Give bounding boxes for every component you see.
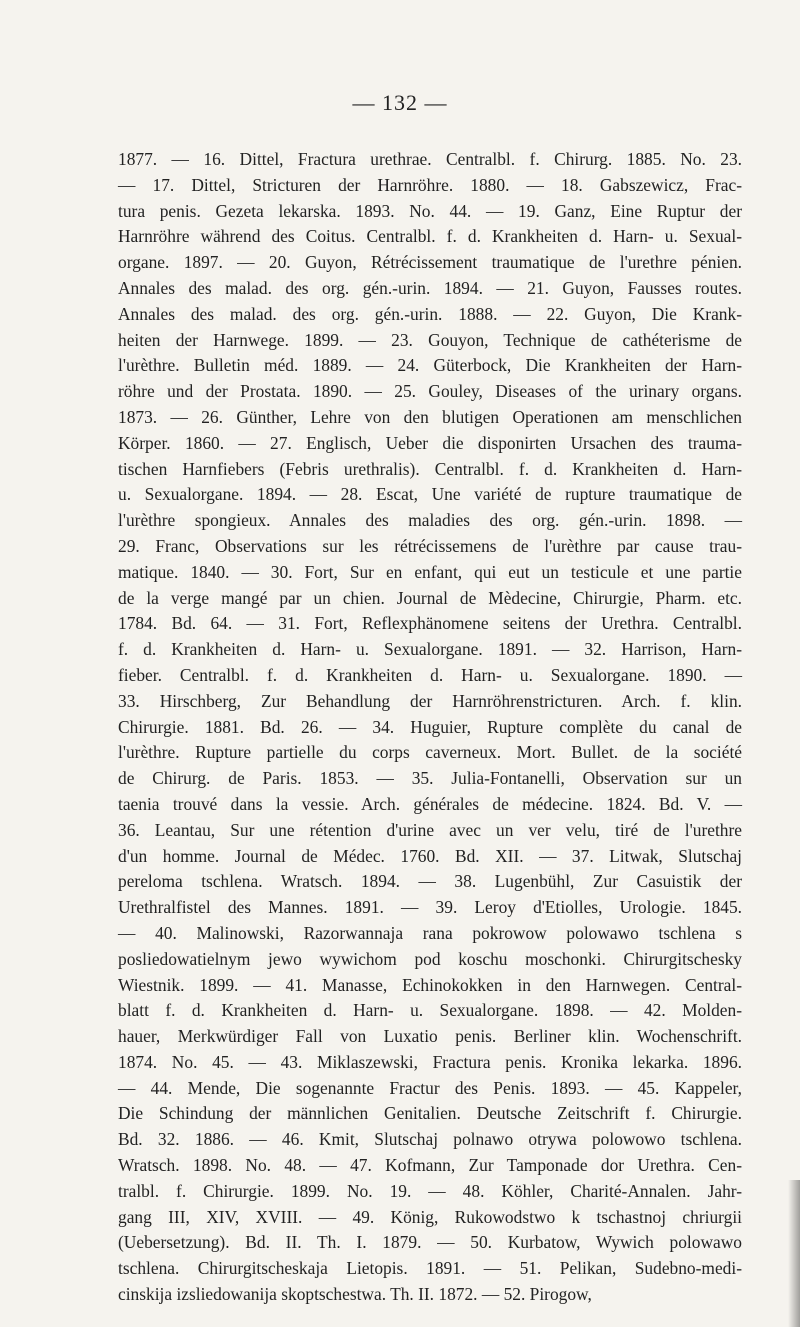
text-line: blatt f. d. Krankheiten d. Harn- u. Sexualorgane. 1898. — 42. Molden- [118,1000,742,1021]
bibliography-text [118,147,742,1308]
text-line: f. d. Krankheiten d. Harn- u. Sexualorgane. 1891. — 32. Harrison, Harn- [118,639,742,660]
text-line: Wratsch. 1898. No. 48. — 47. Kofmann, Zur Tamponade dor Urethra. Cen- [118,1155,742,1176]
text-line: Wiestnik. 1899. — 41. Manasse, Echinokokken in den Harnwegen. Central- [118,974,742,995]
text-line: tura penis. Gezeta lekarska. 1893. No. 44. — 19. Ganz, Eine Ruptur der [118,200,742,221]
text-line: — 40. Malinowski, Razorwannaja rana pokrowow polowawo tschlena s [118,922,742,943]
text-line: gang III, XIV, XVIII. — 49. König, Rukowodstwo k tschastnoj chriurgii [118,1206,742,1227]
text-line: taenia trouvé dans la vessie. Arch. générales de médecine. 1824. Bd. V. — [118,793,742,814]
text-line: tschlena. Chirurgitscheskaja Lietopis. 1891. — 51. Pelikan, Sudebno-medi- [118,1258,742,1279]
text-line: de Chirurg. de Paris. 1853. — 35. Julia-Fontanelli, Observation sur un [118,768,742,789]
text-line: 1873. — 26. Günther, Lehre von den blutigen Operationen am menschlichen [118,406,742,427]
text-line: Annales des malad. des org. gén.-urin. 1894. — 21. Guyon, Fausses routes. [118,277,742,298]
text-line: hauer, Merkwürdiger Fall von Luxatio penis. Berliner klin. Wochenschrift. [118,1026,742,1047]
text-line: Bd. 32. 1886. — 46. Kmit, Slutschaj polnawo otrywa polowowo tschlena. [118,1129,742,1150]
text-line: fieber. Centralbl. f. d. Krankheiten d. Harn- u. Sexualorgane. 1890. — [118,664,742,685]
text-line: l'urèthre. Rupture partielle du corps caverneux. Mort. Bullet. de la société [118,742,742,763]
text-line: l'urèthre. Bulletin méd. 1889. — 24. Güterbock, Die Krankheiten der Harn- [118,355,742,376]
text-line: Harnröhre während des Coitus. Centralbl. f. d. Krankheiten d. Harn- u. Sexual- [118,226,742,247]
text-line: Die Schindung der männlichen Genitalien. Deutsche Zeitschrift f. Chirurgie. [118,1103,742,1124]
text-line: 33. Hirschberg, Zur Behandlung der Harnröhrenstricturen. Arch. f. klin. [118,690,742,711]
text-line: d'un homme. Journal de Médec. 1760. Bd. XII. — 37. Litwak, Slutschaj [118,845,742,866]
text-line: l'urèthre spongieux. Annales des maladies des org. gén.-urin. 1898. — [118,510,742,531]
text-line: de la verge mangé par un chien. Journal de Mèdecine, Chirurgie, Pharm. etc. [118,587,742,608]
text-line: (Uebersetzung). Bd. II. Th. I. 1879. — 50. Kurbatow, Wywich polowawo [118,1232,742,1253]
text-line: pereloma tschlena. Wratsch. 1894. — 38. Lugenbühl, Zur Casuistik der [118,871,742,892]
text-line: — 17. Dittel, Stricturen der Harnröhre. 1880. — 18. Gabszewicz, Frac- [118,174,742,195]
text-line: 1874. No. 45. — 43. Miklaszewski, Fractura penis. Kronika lekarka. 1896. [118,1051,742,1072]
text-line: 29. Franc, Observations sur les rétrécissemens de l'urèthre par cause trau- [118,535,742,556]
text-line: Körper. 1860. — 27. Englisch, Ueber die disponirten Ursachen des trauma- [118,432,742,453]
text-line: organe. 1897. — 20. Guyon, Rétrécissement traumatique de l'urethre pénien. [118,252,742,273]
text-line: cinskija izsliedowanija skoptschestwa. Th. II. 1872. — 52. Pirogow, [118,1284,592,1305]
text-line: tischen Harnfiebers (Febris urethralis). Centralbl. f. d. Krankheiten d. Harn- [118,458,742,479]
text-line: posliedowatielnym jewo wywichom pod koschu moschonki. Chirurgitschesky [118,948,742,969]
page-edge-shadow [788,1180,800,1327]
text-line: 1877. — 16. Dittel, Fractura urethrae. Centralbl. f. Chirurg. 1885. No. 23. [118,149,742,169]
text-line: röhre und der Prostata. 1890. — 25. Gouley, Diseases of the urinary organs. [118,381,742,402]
text-line: Chirurgie. 1881. Bd. 26. — 34. Huguier, Rupture complète du canal de [118,716,742,737]
page-number: — 132 — [352,90,448,115]
text-line: 36. Leantau, Sur une rétention d'urine avec un ver velu, tiré de l'urethre [118,819,742,840]
text-line: 1784. Bd. 64. — 31. Fort, Reflexphänomene seitens der Urethra. Centralbl. [118,613,742,634]
text-line: — 44. Mende, Die sogenannte Fractur des Penis. 1893. — 45. Kappeler, [118,1077,742,1098]
text-line: matique. 1840. — 30. Fort, Sur en enfant, qui eut un testicule et une partie [118,561,742,582]
text-line: tralbl. f. Chirurgie. 1899. No. 19. — 48. Köhler, Charité-Annalen. Jahr- [118,1180,742,1201]
text-line: heiten der Harnwege. 1899. — 23. Gouyon, Technique de cathéterisme de [118,329,742,350]
text-line: u. Sexualorgane. 1894. — 28. Escat, Une variété de rupture traumatique de [118,484,742,505]
text-line: Annales des malad. des org. gén.-urin. 1888. — 22. Guyon, Die Krank- [118,303,742,324]
text-line: Urethralfistel des Mannes. 1891. — 39. Leroy d'Etiolles, Urologie. 1845. [118,897,742,918]
